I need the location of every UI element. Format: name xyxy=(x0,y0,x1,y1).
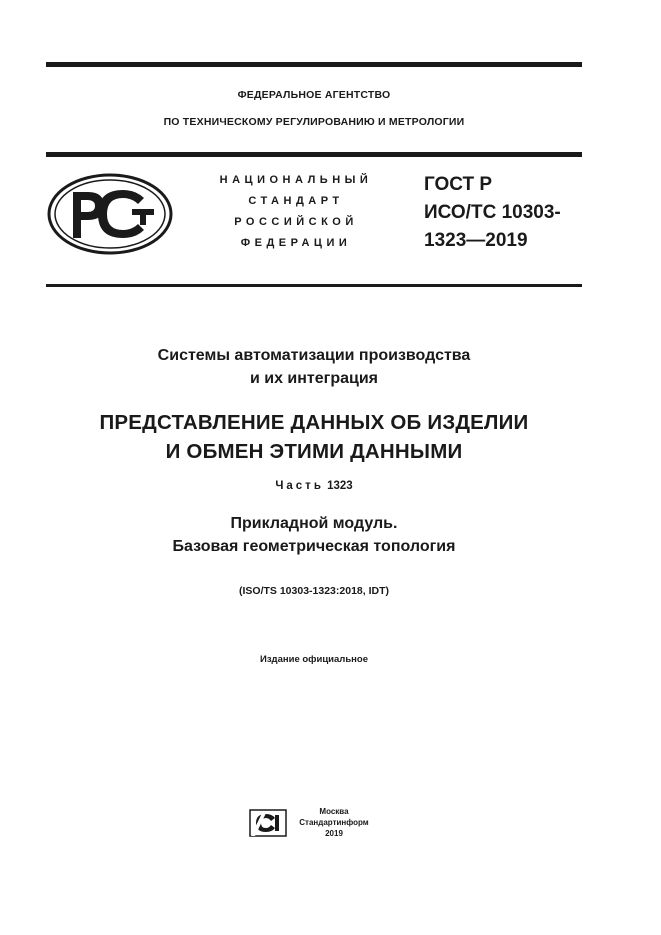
publisher-block xyxy=(291,806,377,839)
national-standard-label xyxy=(196,170,396,254)
designation-line: ИСО/ТС 10303- xyxy=(424,202,561,223)
subtitle-line: Прикладной модуль. xyxy=(230,515,398,532)
standartinform-logo-icon xyxy=(249,809,287,837)
part-word: Часть xyxy=(275,480,324,492)
main-title-line: ПРЕДСТАВЛЕНИЕ ДАННЫХ ОБ ИЗДЕЛИИ xyxy=(99,411,529,434)
agency-line-2: ПО ТЕХНИЧЕСКОМУ РЕГУЛИРОВАНИЮ И МЕТРОЛОГИИ xyxy=(163,116,465,128)
header-rule xyxy=(46,152,582,157)
publisher-city: Москва xyxy=(319,807,349,816)
national-standard-line: НАЦИОНАЛЬНЫЙ xyxy=(219,174,373,186)
edition-label: Издание официальное xyxy=(260,654,368,665)
main-title xyxy=(46,408,582,466)
series-title-line: и их интеграция xyxy=(249,370,379,387)
national-standard-line: РОССИЙСКОЙ xyxy=(234,216,358,228)
standard-designation xyxy=(424,171,561,255)
subtitle-line: Базовая геометрическая топология xyxy=(172,538,456,555)
iso-reference: (ISO/TS 10303-1323:2018, IDT) xyxy=(239,585,389,597)
part-number: 1323 xyxy=(327,480,353,492)
designation-line: ГОСТ Р xyxy=(424,174,493,195)
series-title-line: Системы автоматизации производства xyxy=(157,347,471,364)
rst-certification-mark-icon xyxy=(46,172,174,256)
agency-line-1: ФЕДЕРАЛЬНОЕ АГЕНТСТВО xyxy=(237,89,391,101)
national-standard-line: СТАНДАРТ xyxy=(248,195,344,207)
publisher-name: Стандартинформ xyxy=(299,818,369,827)
top-rule xyxy=(46,62,582,67)
header-bottom-rule xyxy=(46,284,582,287)
part-label xyxy=(46,480,582,492)
publisher-year: 2019 xyxy=(325,829,343,838)
series-title xyxy=(46,344,582,390)
main-title-line: И ОБМЕН ЭТИМИ ДАННЫМИ xyxy=(165,440,463,463)
national-standard-line: ФЕДЕРАЦИИ xyxy=(240,237,352,249)
subtitle xyxy=(46,512,582,558)
designation-line: 1323—2019 xyxy=(424,230,528,251)
